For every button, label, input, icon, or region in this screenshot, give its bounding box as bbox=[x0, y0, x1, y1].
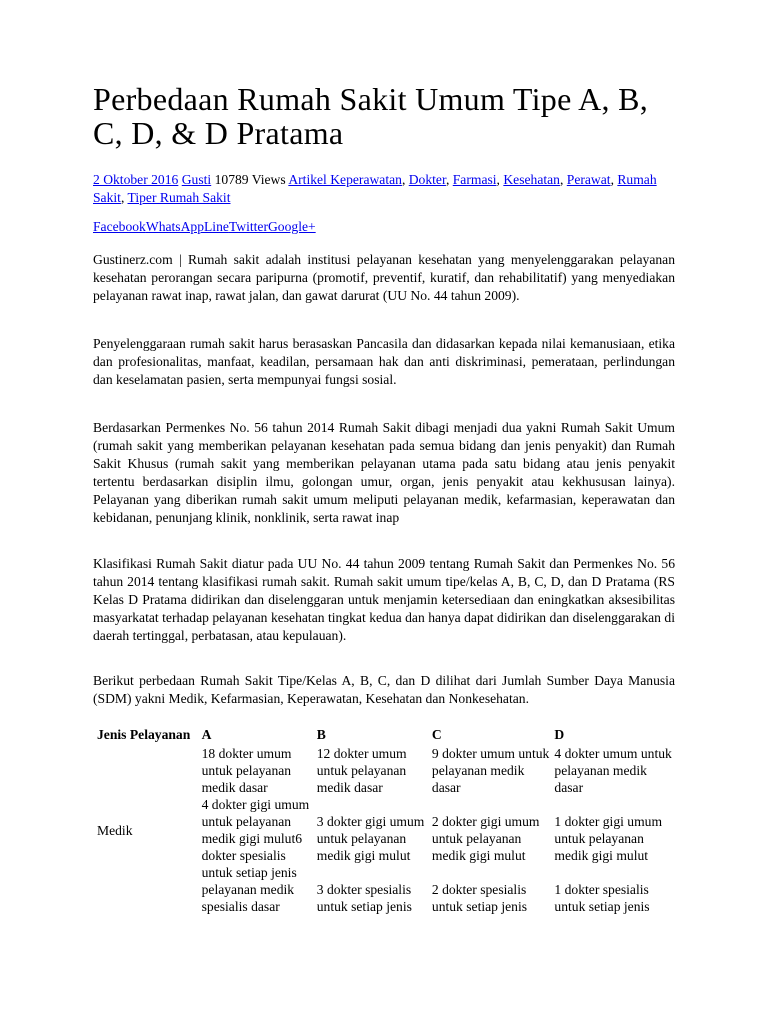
row-label: Medik bbox=[97, 822, 133, 838]
cell-line bbox=[317, 796, 432, 813]
cell-line: pelayanan medik bbox=[201, 882, 295, 897]
share-facebook-link[interactable]: Facebook bbox=[93, 219, 146, 234]
share-googleplus-link[interactable]: Google+ bbox=[267, 219, 316, 234]
cell-line: pelayanan medik bbox=[554, 763, 647, 778]
cell-line: untuk pelayanan bbox=[431, 831, 522, 846]
table-cell bbox=[432, 745, 555, 915]
cell-line: untuk pelayanan bbox=[201, 814, 292, 829]
cell-line: 3 dokter gigi umum bbox=[316, 814, 425, 829]
cell-line: 1 dokter spesialis bbox=[554, 882, 649, 897]
cell-lines bbox=[432, 745, 555, 915]
category-link[interactable]: Artikel Keperawatan bbox=[288, 172, 402, 187]
category-link[interactable]: Tiper Rumah Sakit bbox=[127, 190, 231, 205]
table-cell bbox=[202, 745, 317, 915]
share-twitter-link[interactable]: Twitter bbox=[228, 219, 268, 234]
category-link[interactable]: Rumah Sakit bbox=[93, 172, 657, 205]
comparison-table bbox=[93, 726, 675, 915]
cell-line: dokter spesialis bbox=[201, 848, 286, 863]
article-title: Perbedaan Rumah Sakit Umum Tipe A, B, C, D, & D Pratama bbox=[93, 81, 649, 151]
date-link[interactable]: 2 Oktober 2016 bbox=[93, 172, 179, 187]
cell-line: 12 dokter umum bbox=[316, 746, 407, 761]
category-link[interactable]: Perawat bbox=[566, 172, 611, 187]
table-row bbox=[93, 745, 675, 915]
cell-line: untuk setiap jenis bbox=[554, 899, 650, 914]
cell-line: medik gigi mulut6 bbox=[201, 831, 303, 846]
cell-line: dasar bbox=[431, 780, 461, 795]
table-header-cell: Jenis Pelayanan bbox=[97, 727, 191, 742]
category-link[interactable]: Dokter bbox=[408, 172, 446, 187]
cell-line bbox=[432, 864, 555, 881]
cell-line: untuk pelayanan bbox=[201, 763, 292, 778]
cell-line bbox=[554, 864, 675, 881]
paragraph: Gustinerz.com | Rumah sakit adalah institusi pelayanan kesehatan yang menyelenggarakan pelayanan kesehatan perorangan secara paripurna (promotif, preventif, kuratif, dan rehabilitatif) yang menyediakan pelayanan rawat inap, rawat jalan, dan gawat darurat (UU No. 44 tahun 2009). bbox=[93, 252, 675, 303]
cell-line bbox=[554, 796, 675, 813]
cell-line: spesialis dasar bbox=[201, 899, 280, 914]
share-line-link[interactable]: Line bbox=[204, 219, 229, 234]
cell-line: 1 dokter gigi umum bbox=[554, 814, 663, 829]
category-link[interactable]: Kesehatan bbox=[503, 172, 560, 187]
paragraph: Penyelenggaraan rumah sakit harus berasaskan Pancasila dan didasarkan kepada nilai kemanusiaan, etika dan profesionalitas, manfaat, keadilan, persamaan hak dan anti diskriminasi, pemerataan, perlindungan dan keselamatan pasien, serta mempunyai fungsi sosial. bbox=[93, 336, 675, 387]
share-links bbox=[93, 218, 316, 236]
category-link[interactable]: Farmasi bbox=[452, 172, 497, 187]
share-whatsapp-link[interactable]: WhatsApp bbox=[145, 219, 204, 234]
cell-line: 18 dokter umum bbox=[201, 746, 292, 761]
cell-line: untuk pelayanan bbox=[554, 831, 644, 846]
cell-line: 2 dokter spesialis bbox=[431, 882, 527, 897]
cell-line: 3 dokter spesialis bbox=[316, 882, 412, 897]
cell-line: 9 dokter umum untuk bbox=[431, 746, 550, 761]
article-meta: 2 Oktober 2016 Gusti 10789 Views Artikel Keperawatan, Dokter, Farmasi, Kesehatan, Perawat, Rumah Sakit, Tiper Rumah Sakit bbox=[93, 172, 657, 205]
cell-line: untuk setiap jenis bbox=[201, 865, 297, 880]
cell-line bbox=[432, 796, 555, 813]
cell-line: untuk setiap jenis bbox=[431, 899, 528, 914]
cell-line: medik gigi mulut bbox=[554, 848, 649, 863]
cell-line: medik dasar bbox=[201, 780, 268, 795]
cell-line: 2 dokter gigi umum bbox=[431, 814, 540, 829]
paragraph: Berikut perbedaan Rumah Sakit Tipe/Kelas A, B, C, dan D dilihat dari Jumlah Sumber Daya Manusia (SDM) yakni Medik, Kefarmasian, Keperawatan, Kesehatan dan Nonkesehatan. bbox=[93, 673, 675, 706]
cell-lines bbox=[317, 745, 432, 915]
cell-line: medik gigi mulut bbox=[316, 848, 411, 863]
table-header-cell: D bbox=[554, 727, 565, 742]
paragraph: Klasifikasi Rumah Sakit diatur pada UU No. 44 tahun 2009 tentang Rumah Sakit dan Permenkes No. 56 tahun 2014 tentang klasifikasi rumah sakit. Rumah sakit umum tipe/kelas A, B, C, D, dan D Pratama (RS Kelas D Pratama didirikan dan diselenggaran untuk menjamin ketersediaan dan eningkatkan aksesibilitas masyarkatat terhadap pelayanan kesehatan tingkat kedua dan hanya dapat didirikan dan diselenggarakan di daerah tertinggal, perbatasan, atau kepulauan). bbox=[93, 556, 675, 643]
author-link[interactable]: Gusti bbox=[181, 172, 212, 187]
cell-line: 4 dokter umum untuk bbox=[554, 746, 672, 761]
table-header-cell: C bbox=[431, 727, 442, 742]
cell-line bbox=[317, 864, 432, 881]
cell-lines bbox=[554, 745, 675, 915]
table-cell bbox=[554, 745, 675, 915]
table-header-cell: A bbox=[201, 727, 212, 742]
view-count: 10789 Views bbox=[214, 172, 286, 187]
paragraph: Berdasarkan Permenkes No. 56 tahun 2014 Rumah Sakit dibagi menjadi dua yakni Rumah Sakit Umum (rumah sakit yang memberikan pelayanan kesehatan pada semua bidang dan jenis penyakit) dan Rumah Sakit Khusus (rumah sakit yang memberikan pelayanan utama pada satu bidang atau jenis penyakit tertentu berdasarkan disiplin ilmu, golongan umur, organ, jenis penyakit atau kekhususan lainya). Pelayanan yang diberikan rumah sakit umum meliputi pelayanan medik, kefarmasian, keperawatan dan kebidanan, penunjang klinik, nonklinik, serta rawat inap bbox=[93, 420, 675, 525]
cell-lines bbox=[202, 745, 317, 915]
table-cell bbox=[317, 745, 432, 915]
cell-line: untuk setiap jenis bbox=[316, 899, 412, 914]
table-header-cell: B bbox=[316, 727, 326, 742]
cell-line: untuk pelayanan bbox=[316, 831, 407, 846]
table-header-row bbox=[93, 726, 675, 745]
cell-line: 4 dokter gigi umum bbox=[201, 797, 310, 812]
cell-line: dasar bbox=[554, 780, 584, 795]
cell-line: pelayanan medik bbox=[431, 763, 525, 778]
cell-line: untuk pelayanan bbox=[316, 763, 407, 778]
cell-line: medik dasar bbox=[316, 780, 383, 795]
cell-line: medik gigi mulut bbox=[431, 848, 526, 863]
